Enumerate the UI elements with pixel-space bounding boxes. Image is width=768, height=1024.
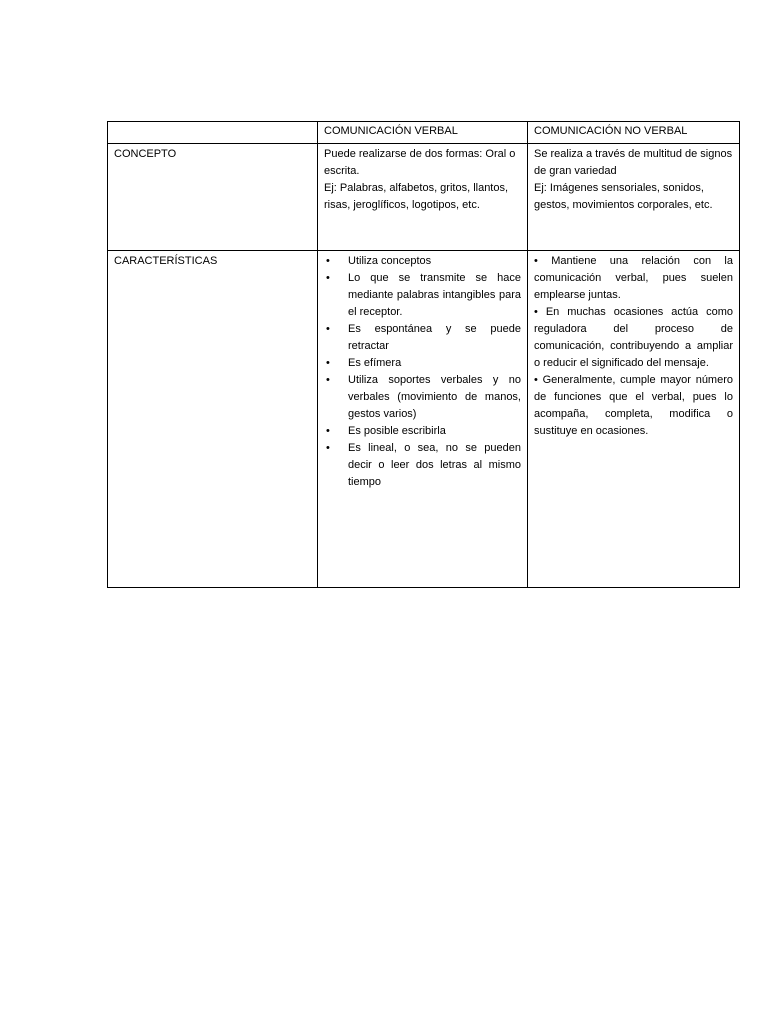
bullet-icon: • — [326, 255, 330, 267]
characteristics-verbal-cell — [318, 251, 528, 588]
list-item — [326, 372, 521, 423]
list-item-text: Utiliza conceptos — [348, 255, 432, 267]
header-cell-empty — [108, 122, 318, 144]
concept-label: CONCEPTO — [108, 144, 318, 251]
concept-nonverbal-cell — [528, 144, 740, 251]
bullet-icon: • — [326, 425, 330, 437]
nonverbal-item-text: Mantiene una relación con la comunicación verbal, pues suelen emplearse juntas. — [534, 255, 733, 301]
nonverbal-item — [534, 304, 733, 372]
list-item-text: Lo que se transmite se hace mediante palabras intangibles para el receptor. — [348, 272, 521, 318]
bullet-icon: • — [326, 374, 330, 386]
header-cell-nonverbal: COMUNICACIÓN NO VERBAL — [528, 122, 740, 144]
bullet-icon: • — [326, 442, 330, 454]
list-item-text: Utiliza soportes verbales y no verbales (movimiento de manos, gestos varios) — [348, 374, 521, 420]
list-item-text: Es efímera — [348, 357, 402, 369]
list-item — [326, 355, 521, 372]
verbal-characteristics-list — [324, 253, 521, 491]
comparison-table — [107, 121, 740, 588]
bullet-icon: • — [534, 255, 538, 267]
concept-nonverbal-example: Ej: Imágenes sensoriales, sonidos, gestos, movimientos corporales, etc. — [534, 182, 713, 211]
concept-verbal-example: Ej: Palabras, alfabetos, gritos, llantos, risas, jeroglíficos, logotipos, etc. — [324, 182, 509, 211]
characteristics-row — [108, 251, 740, 588]
bullet-icon: • — [534, 306, 538, 318]
nonverbal-item-text: Generalmente, cumple mayor número de funciones que el verbal, pues lo acompaña, completa, modifica o sustituye en ocasiones. — [534, 374, 733, 437]
nonverbal-item-text: En muchas ocasiones actúa como reguladora del proceso de comunicación, contribuyendo a ampliar o reducir el significado del mensaje. — [534, 306, 733, 369]
nonverbal-item — [534, 372, 733, 440]
characteristics-nonverbal-cell — [528, 251, 740, 588]
concept-row — [108, 144, 740, 251]
characteristics-label: CARACTERÍSTICAS — [108, 251, 318, 588]
bullet-icon: • — [326, 357, 330, 369]
bullet-icon: • — [326, 272, 330, 284]
list-item-text: Es posible escribirla — [348, 425, 446, 437]
concept-nonverbal-text: Se realiza a través de multitud de signos de gran variedad — [534, 148, 733, 177]
list-item-text: Es lineal, o sea, no se pueden decir o leer dos letras al mismo tiempo — [348, 442, 521, 488]
list-item-text: Es espontánea y se puede retractar — [348, 323, 521, 352]
header-cell-verbal: COMUNICACIÓN VERBAL — [318, 122, 528, 144]
bullet-icon: • — [326, 323, 330, 335]
list-item — [326, 423, 521, 440]
concept-verbal-text: Puede realizarse de dos formas: Oral o escrita. — [324, 148, 516, 177]
list-item — [326, 440, 521, 491]
concept-verbal-cell — [318, 144, 528, 251]
bullet-icon: • — [534, 374, 538, 386]
nonverbal-item — [534, 253, 733, 304]
list-item — [326, 253, 521, 270]
list-item — [326, 270, 521, 321]
list-item — [326, 321, 521, 355]
header-row — [108, 122, 740, 144]
